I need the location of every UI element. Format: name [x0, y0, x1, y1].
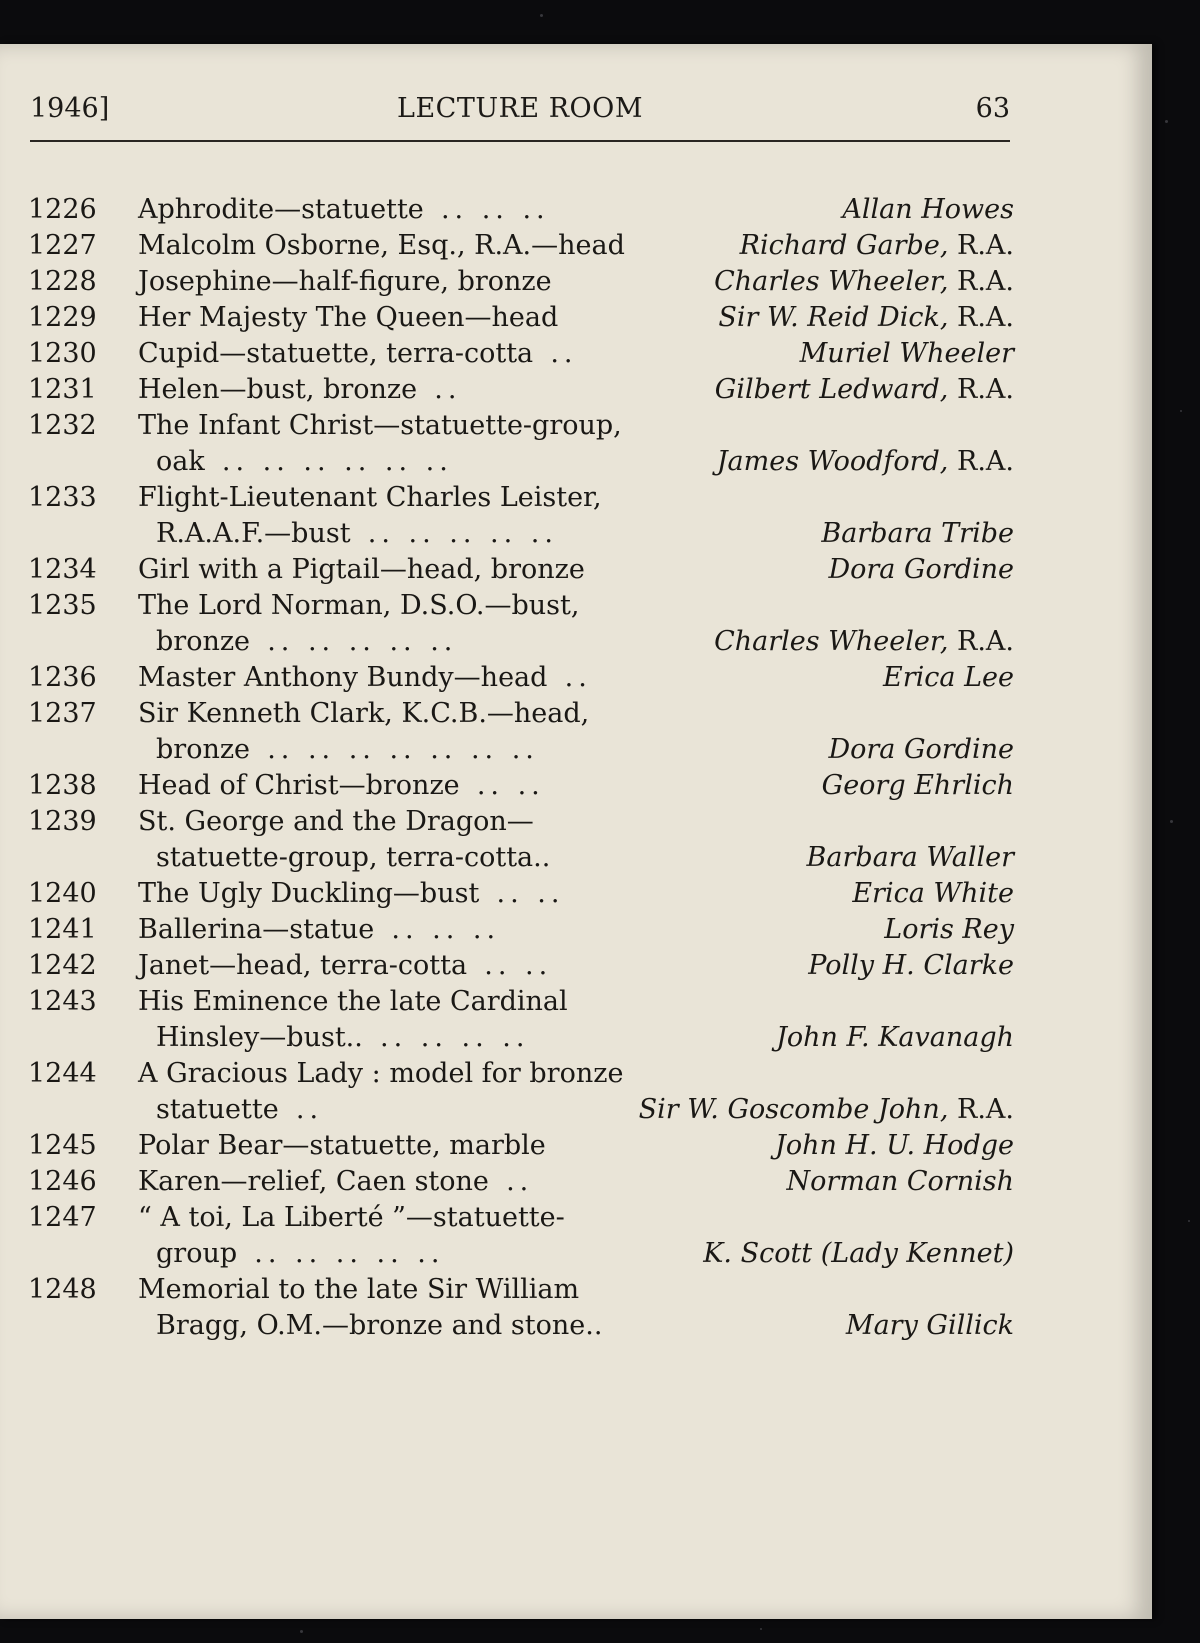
artist-credit — [718, 300, 1014, 336]
entry-title — [138, 948, 552, 984]
artist-honorific: R.A. — [957, 302, 1014, 333]
entry-title — [138, 1128, 546, 1164]
entry-title-text: St. George and the Dragon— — [138, 806, 534, 837]
entry-title-text: Sir Kenneth Clark, K.C.B.—head, — [138, 698, 590, 729]
catalogue-entry — [24, 876, 1014, 912]
entry-title-continuation — [156, 732, 539, 768]
entry-number: 1247 — [28, 1202, 97, 1233]
leader-dots: .. .. .. .. .. .. .. — [267, 734, 539, 765]
artist-name: James Woodford, — [716, 446, 949, 477]
artist-credit — [786, 1164, 1014, 1200]
entry-title-continuation-text: statuette — [156, 1094, 279, 1125]
page-title: LECTURE ROOM — [397, 93, 643, 124]
entry-title-continuation — [156, 516, 558, 552]
entry-title-text: The Infant Christ—statuette-group, — [138, 410, 622, 441]
catalogue-entry — [24, 1128, 1014, 1164]
entry-title-text: The Ugly Duckling—bust — [138, 878, 480, 909]
leader-dots: .. .. .. .. .. — [254, 1238, 445, 1269]
artist-credit — [776, 1020, 1014, 1056]
entry-number: 1245 — [28, 1130, 97, 1161]
leader-dots: .. .. .. — [440, 194, 550, 225]
leader-dots: .. — [295, 1094, 324, 1125]
entry-title-text: Cupid—statuette, terra-cotta — [138, 338, 534, 369]
artist-honorific: R.A. — [957, 446, 1014, 477]
entry-title-continuation — [156, 1236, 444, 1272]
entry-title — [138, 480, 602, 516]
entry-title-text: Malcolm Osborne, Esq., R.A.—head — [138, 230, 625, 261]
entry-title — [138, 1056, 623, 1092]
artist-name: K. Scott (Lady Kennet) — [703, 1238, 1014, 1269]
entry-number: 1234 — [28, 554, 97, 585]
artist-name: Richard Garbe, — [739, 230, 949, 261]
entry-title-text: Flight-Lieutenant Charles Leister, — [138, 482, 602, 513]
artist-credit — [846, 1308, 1014, 1344]
entry-title-continuation — [156, 1092, 323, 1128]
artist-name: Dora Gordine — [828, 734, 1014, 765]
entry-number: 1240 — [28, 878, 97, 909]
catalogue-entry — [24, 984, 1014, 1056]
leader-dots: .. — [564, 662, 592, 693]
background-speck — [1180, 410, 1182, 412]
entry-title-text: Master Anthony Bundy—head — [138, 662, 548, 693]
artist-honorific: R.A. — [957, 626, 1014, 657]
entry-number: 1231 — [28, 374, 97, 405]
artist-credit — [883, 660, 1014, 696]
artist-credit — [714, 624, 1014, 660]
entry-number: 1232 — [28, 410, 97, 441]
entry-number: 1226 — [28, 194, 97, 225]
artist-name: Sir W. Goscombe John, — [638, 1094, 949, 1125]
artist-name: Barbara Waller — [806, 842, 1014, 873]
leader-dots: .. .. .. — [391, 914, 501, 945]
artist-name: Loris Rey — [884, 914, 1014, 945]
artist-credit — [775, 1128, 1014, 1164]
entry-title-text: Memorial to the late Sir William — [138, 1274, 580, 1305]
catalogue-entry — [24, 264, 1014, 300]
artist-credit — [807, 840, 1014, 876]
entry-title — [138, 1164, 533, 1200]
artist-honorific: R.A. — [957, 1094, 1014, 1125]
artist-credit — [884, 912, 1014, 948]
artist-name: Mary Gillick — [845, 1310, 1014, 1341]
entry-title-text: A Gracious Lady : model for bronze — [138, 1058, 624, 1089]
entry-title — [138, 192, 550, 228]
entry-title-continuation-text: bronze — [156, 626, 251, 657]
artist-name: Gilbert Ledward, — [714, 374, 949, 405]
catalogue-entry — [24, 372, 1014, 408]
entry-title — [138, 1272, 579, 1308]
entry-title — [138, 588, 579, 624]
catalogue-entry — [24, 660, 1014, 696]
artist-name: Georg Ehrlich — [821, 770, 1014, 801]
entry-number: 1246 — [28, 1166, 97, 1197]
artist-credit — [808, 948, 1014, 984]
entry-title-continuation — [156, 1020, 529, 1056]
entry-title-text: Polar Bear—statuette, marble — [138, 1130, 546, 1161]
artist-credit — [828, 732, 1014, 768]
entry-title-continuation-text: R.A.A.F.—bust — [156, 518, 351, 549]
entry-title-continuation-text: statuette-group, terra-cotta.. — [156, 842, 551, 873]
entry-title-text: Josephine—half-figure, bronze — [138, 266, 552, 297]
artist-honorific: R.A. — [957, 230, 1014, 261]
artist-name: Charles Wheeler, — [714, 626, 949, 657]
leader-dots: .. — [506, 1166, 534, 1197]
background-speck — [1188, 1220, 1190, 1222]
entry-title — [138, 804, 534, 840]
artist-credit — [828, 552, 1014, 588]
entry-title-continuation-text: Hinsley—bust.. — [156, 1022, 363, 1053]
leader-dots: .. .. .. .. .. — [367, 518, 558, 549]
entry-title — [138, 228, 625, 264]
entry-title — [138, 660, 592, 696]
catalogue-entry — [24, 948, 1014, 984]
entry-title-continuation — [156, 444, 453, 480]
entry-title-text: Head of Christ—bronze — [138, 770, 460, 801]
artist-name: Sir W. Reid Dick, — [718, 302, 949, 333]
page-number: 63 — [975, 93, 1010, 124]
entry-number: 1241 — [28, 914, 97, 945]
entry-title-text: “ A toi, La Liberté ”—statuette- — [138, 1202, 565, 1233]
entry-number: 1236 — [28, 662, 97, 693]
catalogue-entry — [24, 192, 1014, 228]
artist-name: John F. Kavanagh — [776, 1022, 1014, 1053]
leader-dots: .. .. — [484, 950, 553, 981]
entry-title-continuation-text: bronze — [156, 734, 251, 765]
catalogue-entry — [24, 768, 1014, 804]
artist-credit — [842, 192, 1014, 228]
artist-credit — [717, 444, 1014, 480]
entry-number: 1244 — [28, 1058, 97, 1089]
entry-title — [138, 552, 585, 588]
artist-name: Norman Cornish — [786, 1166, 1014, 1197]
leader-dots: .. .. .. .. .. .. — [221, 446, 453, 477]
header-year: 1946] — [30, 93, 110, 124]
background-speck — [760, 1628, 762, 1630]
entry-number: 1229 — [28, 302, 97, 333]
entry-title — [138, 372, 461, 408]
artist-credit — [822, 768, 1014, 804]
leader-dots: .. .. — [496, 878, 565, 909]
entry-number: 1242 — [28, 950, 97, 981]
artist-name: Barbara Tribe — [821, 518, 1014, 549]
entry-title-text: Helen—bust, bronze — [138, 374, 418, 405]
artist-credit — [639, 1092, 1014, 1128]
artist-name: Dora Gordine — [828, 554, 1014, 585]
catalogue-entry — [24, 336, 1014, 372]
entry-title-continuation-text: oak — [156, 446, 205, 477]
catalogue-entry — [24, 408, 1014, 480]
leader-dots: .. .. .. .. — [380, 1022, 530, 1053]
entry-title — [138, 264, 552, 300]
entry-title-text: Karen—relief, Caen stone — [138, 1166, 489, 1197]
catalogue-entry — [24, 804, 1014, 876]
background-speck — [1170, 820, 1173, 823]
artist-name: Charles Wheeler, — [714, 266, 949, 297]
entry-title-text: The Lord Norman, D.S.O.—bust, — [138, 590, 580, 621]
entry-title-text: His Eminence the late Cardinal — [138, 986, 568, 1017]
artist-honorific: R.A. — [957, 266, 1014, 297]
artist-name: Allan Howes — [842, 194, 1014, 225]
entry-number: 1233 — [28, 482, 97, 513]
entry-number: 1237 — [28, 698, 97, 729]
running-header — [30, 88, 1010, 142]
catalogue-entry — [24, 912, 1014, 948]
entry-number: 1227 — [28, 230, 97, 261]
artist-credit — [703, 1236, 1014, 1272]
artist-credit — [740, 228, 1014, 264]
entry-title — [138, 1200, 565, 1236]
catalogue-entry — [24, 300, 1014, 336]
leader-dots: .. .. .. .. .. — [267, 626, 458, 657]
entry-title-text: Aphrodite—statuette — [138, 194, 424, 225]
leader-dots: .. .. — [476, 770, 545, 801]
artist-credit — [715, 372, 1014, 408]
artist-name: Polly H. Clarke — [808, 950, 1014, 981]
artist-name: Muriel Wheeler — [799, 338, 1014, 369]
entry-title — [138, 768, 545, 804]
entry-number: 1235 — [28, 590, 97, 621]
artist-name: Erica Lee — [883, 662, 1014, 693]
leader-dots: .. — [434, 374, 462, 405]
artist-credit — [852, 876, 1014, 912]
entry-title — [138, 912, 500, 948]
catalogue-entry — [24, 228, 1014, 264]
catalogue-entry — [24, 1272, 1014, 1344]
background-speck — [540, 14, 543, 17]
artist-credit — [821, 516, 1014, 552]
catalogue-entry — [24, 588, 1014, 660]
background-speck — [300, 1630, 303, 1633]
leader-dots: .. — [550, 338, 578, 369]
catalogue-entries — [24, 192, 1014, 1344]
catalogue-entry — [24, 696, 1014, 768]
artist-honorific: R.A. — [957, 374, 1014, 405]
entry-title — [138, 984, 568, 1020]
entry-number: 1228 — [28, 266, 97, 297]
catalogue-entry — [24, 1164, 1014, 1200]
entry-title — [138, 696, 589, 732]
entry-number: 1248 — [28, 1274, 97, 1305]
entry-title-continuation-text: group — [156, 1238, 238, 1269]
entry-title — [138, 336, 578, 372]
entry-title-text: Girl with a Pigtail—head, bronze — [138, 554, 585, 585]
entry-title-continuation — [156, 840, 550, 876]
entry-title — [138, 300, 558, 336]
catalogue-entry — [24, 480, 1014, 552]
entry-number: 1230 — [28, 338, 97, 369]
entry-number: 1243 — [28, 986, 97, 1017]
artist-name: John H. U. Hodge — [775, 1130, 1014, 1161]
entry-number: 1239 — [28, 806, 97, 837]
entry-title-text: Ballerina—statue — [138, 914, 375, 945]
entry-title-continuation — [156, 1308, 602, 1344]
entry-number: 1238 — [28, 770, 97, 801]
entry-title-continuation — [156, 624, 457, 660]
catalogue-entry — [24, 1056, 1014, 1128]
artist-credit — [800, 336, 1014, 372]
entry-title — [138, 408, 622, 444]
entry-title — [138, 876, 564, 912]
catalogue-entry — [24, 1200, 1014, 1272]
entry-title-text: Janet—head, terra-cotta — [138, 950, 468, 981]
entry-title-continuation-text: Bragg, O.M.—bronze and stone.. — [156, 1310, 603, 1341]
artist-name: Erica White — [852, 878, 1014, 909]
artist-credit — [714, 264, 1014, 300]
entry-title-text: Her Majesty The Queen—head — [138, 302, 559, 333]
catalogue-entry — [24, 552, 1014, 588]
background-speck — [1165, 120, 1168, 123]
